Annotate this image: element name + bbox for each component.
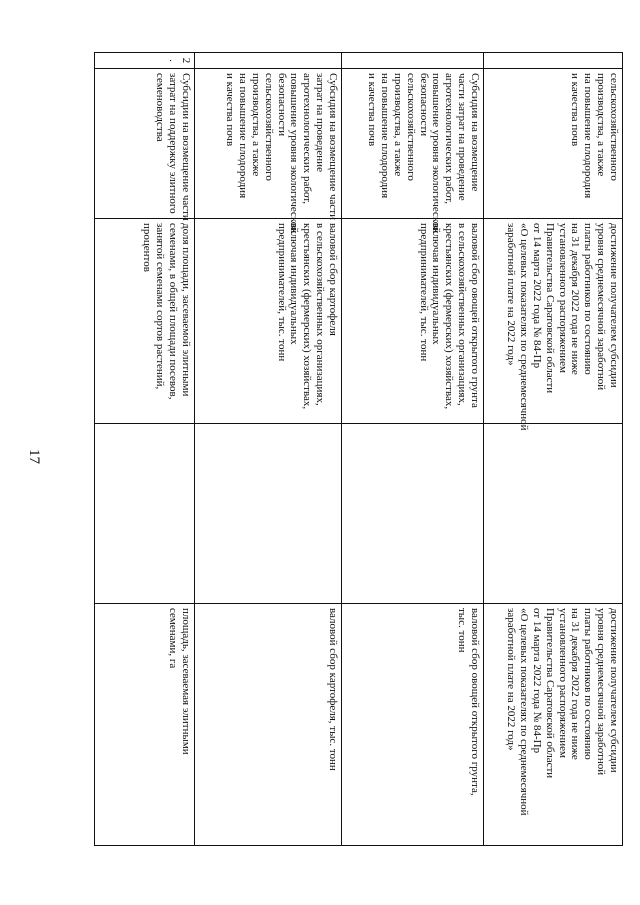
cell-text-line: заработной плате на 2022 год» xyxy=(505,608,518,751)
result-cell xyxy=(95,604,195,846)
cell-text-line: в сельскохозяйственных организациях, xyxy=(456,223,469,406)
cell-text-line: достижение получателем субсидии xyxy=(608,608,620,773)
cell-text-line: достижение получателем субсидии xyxy=(608,223,620,388)
cell-text-line: включая индивидуальных xyxy=(430,223,443,345)
cell-text-line: заработной плате на 2022 год» xyxy=(505,223,518,366)
measure-name-cell xyxy=(95,69,195,219)
cell-text-line: семеноводства xyxy=(154,73,167,142)
indicator-cell xyxy=(195,219,342,424)
cell-text-line: затрат на поддержку элитного xyxy=(167,73,180,214)
cell-text-line: семенами, в общей площади посевов, xyxy=(167,223,180,400)
cell-text-line: агротехнологических работ, xyxy=(301,73,314,205)
cell-text-line: повышение уровня экологической xyxy=(430,73,443,234)
indicator-cell xyxy=(484,219,623,431)
cell-text-line: уровня среднемесячной заработной xyxy=(595,223,608,391)
cell-text-line: на повышение плодородия xyxy=(236,73,249,199)
cell-text-line: Субсидия на возмещение части xyxy=(327,73,339,220)
cell-text-line: платы работников по состоянию xyxy=(582,223,595,375)
cell-text-line: в сельскохозяйственных организациях, xyxy=(314,223,327,406)
cell-text-line: установленного распоряжением xyxy=(556,223,569,373)
cell-text-line: процентов xyxy=(141,223,154,272)
indicator-cell xyxy=(95,219,195,424)
value-cell xyxy=(95,424,195,604)
cell-text-line: Субсидии на возмещение части xyxy=(180,73,192,221)
cell-text-line: агротехнологических работ, xyxy=(443,73,456,205)
cell-text-line: установленного распоряжением xyxy=(556,608,569,758)
cell-text-line: части затрат на проведение xyxy=(456,73,469,201)
cell-text-line: на 31 декабря 2022 года не ниже xyxy=(569,223,582,375)
cell-text-line: Правительства Саратовской области xyxy=(543,608,556,779)
table-row xyxy=(195,53,342,846)
cell-text-line: «О целевых показателях по среднемесячной xyxy=(517,223,530,431)
value-cell xyxy=(484,424,623,604)
page-number: 17 xyxy=(26,449,42,464)
cell-text-line: площадь, засеваемая элитными xyxy=(180,608,192,755)
cell-text-line: предпринимателей, тыс. тонн xyxy=(417,223,430,362)
cell-text-line: на повышение плодородия xyxy=(378,73,391,199)
cell-text-line: Правительства Саратовской области xyxy=(543,223,556,394)
cell-text-line: затрат на проведение xyxy=(314,73,327,172)
cell-text-line: повышение уровня экологической xyxy=(288,73,301,234)
cell-text-line: тыс. тонн xyxy=(456,608,469,653)
cell-text-line: занятой семенами сортов растений, xyxy=(154,223,167,390)
cell-text-line: на 31 декабря 2022 года не ниже xyxy=(569,608,582,760)
cell-text-line: и качества почв xyxy=(224,73,237,147)
cell-text-line: производства, а также xyxy=(391,73,404,177)
measure-name-cell xyxy=(484,69,623,219)
cell-text-line: сельскохозяйственного xyxy=(608,73,620,181)
cell-text-line: валовой сбор овощей открытого грунта xyxy=(469,223,481,408)
cell-text-line: предпринимателей, тыс. тонн xyxy=(275,223,288,362)
row-number-cell xyxy=(342,53,484,69)
cell-text-line: безопасности xyxy=(275,73,288,137)
cell-text-line: валовой сбор овощей открытого грунта, xyxy=(469,608,481,796)
table-row xyxy=(95,53,195,846)
cell-text-line: и качества почв xyxy=(569,73,582,147)
rotated-table-wrapper xyxy=(95,52,623,845)
result-cell xyxy=(484,604,623,846)
cell-text-line: платы работников по состоянию xyxy=(582,608,595,760)
cell-text-line: производства, а также xyxy=(595,73,608,177)
cell-text-line: доля площади, засеваемой элитными xyxy=(180,223,192,397)
cell-text-line: на повышение плодородия xyxy=(582,73,595,199)
cell-text-line: включая индивидуальных xyxy=(288,223,301,345)
cell-text-line: крестьянских (фермерских) хозяйствах, xyxy=(301,223,314,410)
table-row xyxy=(342,53,484,846)
result-cell xyxy=(195,604,342,846)
value-cell xyxy=(195,424,342,604)
indicators-table xyxy=(94,52,623,846)
row-number-cell xyxy=(484,53,623,69)
row-number-cell xyxy=(195,53,342,69)
cell-text-line: валовой сбор картофеля xyxy=(327,223,339,336)
cell-text-line: от 14 марта 2022 года № 84-Пр xyxy=(530,223,543,369)
indicators-table-body xyxy=(95,53,623,846)
table-row xyxy=(484,53,623,846)
value-cell xyxy=(342,424,484,604)
cell-text-line: от 14 марта 2022 года № 84-Пр xyxy=(530,608,543,754)
cell-text-line: сельскохозяйственного xyxy=(262,73,275,181)
cell-text-line: уровня среднемесячной заработной xyxy=(595,608,608,776)
cell-text-line: безопасности xyxy=(417,73,430,137)
result-cell xyxy=(342,604,484,846)
cell-text-line: крестьянских (фермерских) хозяйствах, xyxy=(443,223,456,410)
measure-name-cell xyxy=(342,69,484,234)
cell-text-line: семенами, га xyxy=(167,608,180,669)
cell-text-line: сельскохозяйственного xyxy=(404,73,417,181)
row-number-cell: 2. xyxy=(95,53,195,69)
measure-name-cell xyxy=(195,69,342,234)
cell-text-line: валовой сбор картофеля, тыс. тонн xyxy=(327,608,339,771)
cell-text-line: и качества почв xyxy=(366,73,379,147)
cell-text-line: Субсидия на возмещение xyxy=(469,73,481,192)
indicator-cell xyxy=(342,219,484,424)
cell-text-line: производства, а также xyxy=(249,73,262,177)
cell-text-line: «О целевых показателях по среднемесячной xyxy=(517,608,530,816)
